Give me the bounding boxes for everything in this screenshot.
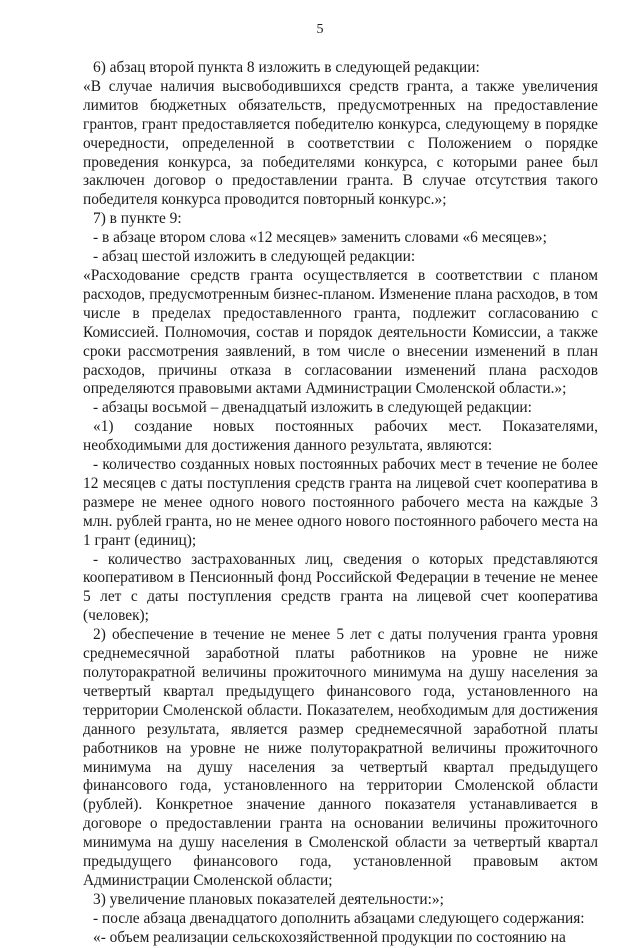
page-number: 5: [316, 22, 324, 37]
paragraph-item-6-intro: 6) абзац второй пункта 8 изложить в следующей редакции:: [93, 59, 480, 76]
paragraph-insured-persons: - количество застрахованных лиц, сведения о которых представляются кооперативом в Пенсионный фонд Российской Федерации в течение не менее 5 лет с даты поступления средств гранта на лицевой счет кооператива (человек);: [83, 550, 598, 625]
paragraph-item-7-intro: 7) в пункте 9:: [93, 210, 182, 228]
paragraph-result-1-jobs: «1) создание новых постоянных рабочих мест. Показателями, необходимыми для достижения данного результата, являются:: [83, 418, 598, 455]
paragraph-12-to-6-months: - в абзаце втором слова «12 месяцев» заменить словами «6 месяцев»;: [93, 229, 547, 247]
paragraph-sales-volume: «- объем реализации сельскохозяйственной продукции по состоянию на: [93, 928, 566, 946]
paragraph-spending-plan: «Расходование средств гранта осуществляется в соответствии с планом расходов, предусмотренным бизнес-планом. Изменение плана расходов, в том числе в пределах предоставленного гранта, подлежит согласованию с Комиссией. Полномочия, состав и порядок деятельности Комиссии, а также сроки рассмотрения заявлений, в том числе о внесении изменений в план расходов, причины отказа в согласовании изменений плана расходов определяются правовыми актами Администрации Смоленской области.»;: [83, 266, 598, 398]
paragraph-jobs-count: - количество созданных новых постоянных рабочих мест в течение не более 12 месяцев с даты поступления средств гранта на лицевой счет кооператива в размере не менее одного нового постоянного рабочего места на каждые 3 млн. рублей гранта, но не менее одного нового постоянного рабочего места на 1 грант (единиц);: [83, 456, 598, 549]
paragraph-result-2-salary: 2) обеспечение в течение не менее 5 лет с даты получения гранта уровня среднемесячной заработной платы работников на уровне не ниже полуторакратной величины прожиточного минимума на душу населения за четвертый квартал предыдущего финансового года, установленного на территории Смоленской области. Показателем, необходимым для достижения данного результата, является размер среднемесячной заработной платы работников на уровне не ниже полуторакратной величины прожиточного минимума на душу населения за четвертый квартал предыдущего финансового года, установленного на территории Смоленской области (рублей). Конкретное значение данного показателя устанавливается в договоре о предоставлении гранта на основании величины прожиточного минимума на душу населения в Смоленской области за четвертый квартал предыдущего финансового года, установленной правовым актом Администрации Смоленской области;: [83, 626, 598, 889]
paragraph-result-3-targets: 3) увеличение плановых показателей деятельности:»;: [93, 890, 444, 908]
paragraph-eighth-twelfth-intro: - абзацы восьмой – двенадцатый изложить в следующей редакции:: [93, 399, 532, 417]
paragraph-grant-redistribution: «В случае наличия высвободившихся средств гранта, а также увеличения лимитов бюджетных обязательств, предусмотренных на предоставление грантов, грант предоставляется победителю конкурса, следующему в порядке очередности, определенной в соответствии с Положением о порядке проведения конкурса, за победителями конкурса, с которыми ранее был заключен договор о предоставлении гранта. В случае отсутствия такого победителя конкурса проводится повторный конкурс.»;: [83, 77, 598, 209]
document-body: [83, 59, 598, 948]
paragraph-sixth-abzac-intro: - абзац шестой изложить в следующей редакции:: [93, 248, 416, 266]
paragraph-after-twelfth: - после абзаца двенадцатого дополнить абзацами следующего содержания:: [93, 909, 585, 927]
